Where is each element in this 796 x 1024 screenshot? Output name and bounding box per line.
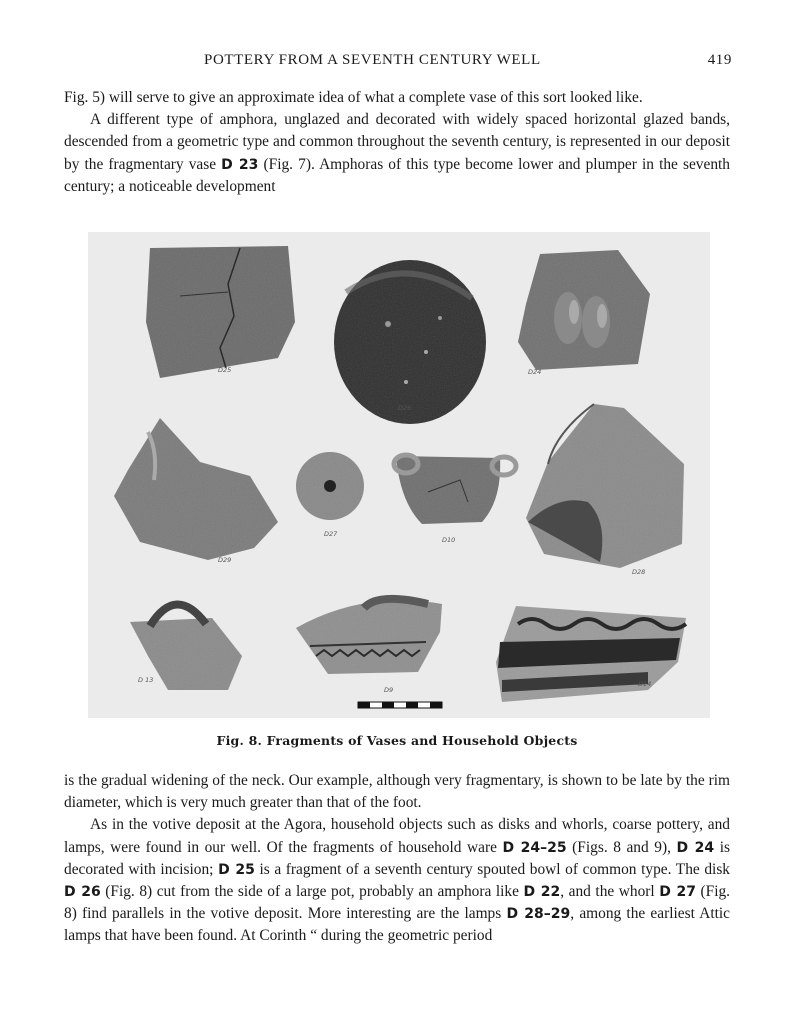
text-run: A different type of amphora, unglazed and decorated with widely spaced horizontal glazed bands, descended from a geometric type and common throughout the seventh century, is represented in our deposit by the fragmentary vase bbox=[64, 111, 730, 173]
paragraph bbox=[64, 87, 730, 109]
text-run: , among the earliest Attic lamps that have been found. At Corinth “ during the geometric period bbox=[64, 905, 730, 945]
text-run: (Figs. 8 and 9), bbox=[566, 838, 677, 856]
body-text-top bbox=[64, 87, 730, 198]
label-d14: D14 bbox=[638, 680, 652, 688]
label-d27: D27 bbox=[324, 530, 338, 538]
text-run: (Fig. 8) find parallels in the votive deposit. More interesting are the lamps bbox=[64, 883, 731, 923]
paragraph bbox=[64, 814, 730, 947]
label-d13: D 13 bbox=[138, 676, 154, 684]
text-run: is a fragment of a seventh century spouted bowl of common type. The disk bbox=[254, 860, 730, 878]
fragment-d24 bbox=[518, 250, 650, 370]
label-d25: D25 bbox=[218, 366, 232, 374]
catalogue-reference: D 22 bbox=[523, 884, 561, 901]
catalogue-reference: D 27 bbox=[659, 884, 696, 901]
label-d26: D26 bbox=[398, 404, 412, 412]
label-d29: D29 bbox=[218, 556, 232, 564]
fragment-d27 bbox=[296, 452, 364, 520]
label-d10: D10 bbox=[442, 536, 456, 544]
scale-bar bbox=[358, 702, 442, 708]
text-run: (Fig. 7). Amphoras of this type become lower and plumper in the seventh century; a noticeable development bbox=[64, 155, 730, 195]
catalogue-reference: D 24–25 bbox=[502, 839, 567, 856]
paragraph bbox=[64, 770, 730, 814]
catalogue-reference: D 26 bbox=[64, 884, 101, 901]
body-text-bottom bbox=[64, 770, 730, 948]
text-run: As in the votive deposit at the Agora, household objects such as disks and whorls, coarse pottery, and lamps, were found in our well. Of the fragments of household ware bbox=[64, 816, 730, 856]
text-run: is decorated with incision; bbox=[64, 838, 730, 878]
label-d28: D28 bbox=[632, 568, 646, 576]
figure-photograph bbox=[88, 232, 710, 718]
photo-plate bbox=[88, 232, 710, 718]
label-d24: D24 bbox=[528, 368, 542, 376]
catalogue-reference: D 24 bbox=[676, 839, 715, 856]
figure-caption: Fig. 8. Fragments of Vases and Household Objects bbox=[216, 733, 578, 748]
text-run: Fig. 5) will serve to give an approximate idea of what a complete vase of this sort looked like. bbox=[64, 89, 643, 106]
text-run: (Fig. 8) cut from the side of a large pot, probably an amphora like bbox=[100, 883, 524, 901]
label-d9: D9 bbox=[384, 686, 394, 694]
paragraph bbox=[64, 109, 730, 198]
running-header bbox=[64, 52, 732, 72]
fragment-d25 bbox=[146, 246, 295, 378]
catalogue-reference: D 23 bbox=[221, 156, 259, 173]
running-title: POTTERY FROM A SEVENTH CENTURY WELL bbox=[204, 52, 541, 68]
catalogue-reference: D 25 bbox=[218, 861, 255, 878]
catalogue-reference: D 28–29 bbox=[506, 906, 571, 923]
text-run: , and the whorl bbox=[560, 883, 660, 901]
fragment-d26 bbox=[334, 260, 486, 424]
page-number: 419 bbox=[707, 52, 732, 68]
text-run: is the gradual widening of the neck. Our example, although very fragmentary, is shown to be late by the rim diameter, which is very much greater than that of the foot. bbox=[64, 772, 730, 812]
